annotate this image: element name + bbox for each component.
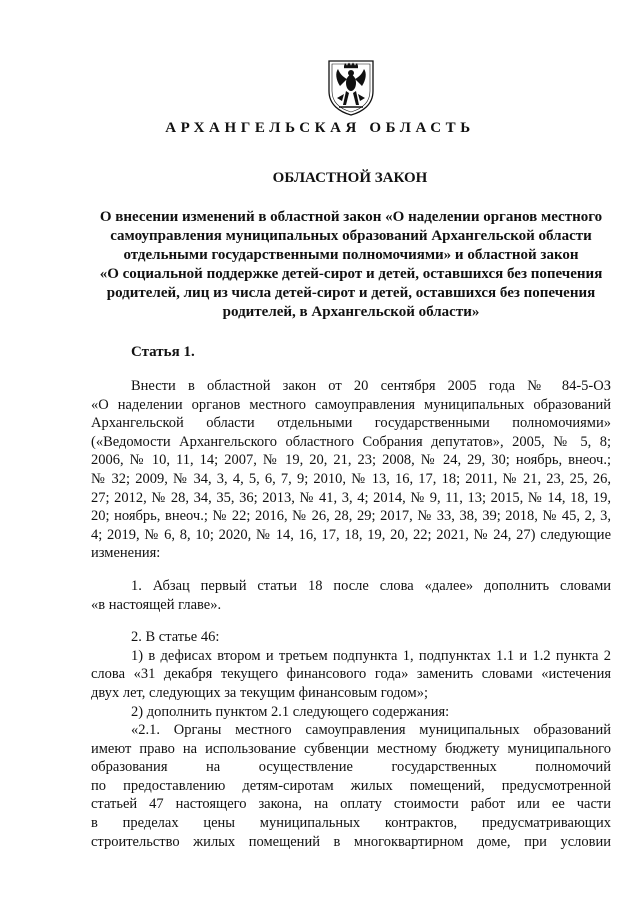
text-line: («Ведомости Архангельского областного Собрания депутатов», 2005, № 5, 8; (91, 433, 611, 450)
text-line: Архангельской области отдельными государственными полномочиями» (91, 415, 611, 432)
text-line: в пределах цены муниципальных контрактов, предусматривающих (91, 815, 611, 832)
text-line: 2. В статье 46: (131, 629, 220, 646)
paragraph-item-2-1 (91, 721, 611, 851)
title-line: родителей, в Архангельской области» (222, 304, 480, 320)
text-line: образования на осуществление государственных полномочий (91, 759, 611, 776)
text-line: Внести в областной закон от 20 сентября 2005 года № 84-5-ОЗ (131, 378, 611, 394)
article-heading: Статья 1. (131, 344, 195, 360)
text-line: двух лет, следующих за текущим финансовым годом»; (91, 684, 428, 701)
title-line: «О социальной поддержке детей-сирот и детей, оставшихся без попечения (99, 266, 603, 282)
text-line: имеют право на использование субвенции местному бюджету муниципального (91, 740, 611, 757)
text-line: 4; 2019, № 6, 8, 10; 2020, № 14, 16, 17, 18, 19, 20, 22; 2021, № 24, 27) следующие (91, 526, 611, 543)
title-line: О внесении изменений в областной закон «О наделении органов местного (99, 209, 603, 225)
text-line: слова «31 декабря текущего финансового года» заменить словами «истечения (91, 666, 611, 683)
text-line: по предоставлению детям-сиротам жилых помещений, предусмотренной (91, 777, 611, 794)
region-name: АРХАНГЕЛЬСКАЯ ОБЛАСТЬ (165, 120, 475, 136)
paragraph-amendment-intro (91, 377, 611, 563)
text-line: изменения: (91, 545, 161, 562)
title-line: родителей, лиц из числа детей-сирот и детей, оставшихся без попечения (106, 285, 596, 301)
text-line: 27; 2012, № 28, 34, 35, 36; 2013, № 41, 3, 4; 2014, № 9, 11, 13; 2015, № 14, 18, 19, (91, 489, 611, 506)
text-line: строительство жилых помещений в многоквартирном доме, при условии (91, 833, 611, 850)
coat-of-arms-icon (326, 58, 376, 116)
text-line: № 32; 2009, № 34, 3, 4, 5, 6, 7, 9; 2010, № 13, 16, 17, 18; 2011, № 21, 23, 25, 26, (91, 470, 611, 487)
law-title (86, 208, 616, 322)
text-line: 20; ноябрь, внеоч.; № 22; 2016, № 26, 28, 29; 2017, № 33, 38, 39; 2018, № 45, 2, 3, (91, 508, 611, 525)
text-line: 2) дополнить пунктом 2.1 следующего содержания: (131, 703, 450, 720)
text-line: «О наделении органов местного самоуправления муниципальных образований (91, 396, 611, 413)
paragraph-subitem-2 (91, 703, 611, 722)
text-line: «2.1. Органы местного самоуправления муниципальных образований (131, 722, 611, 739)
paragraph-item-2 (91, 628, 611, 647)
text-line: 1. Абзац первый статьи 18 после слова «далее» дополнить словами (131, 577, 611, 594)
title-line: самоуправления муниципальных образований Архангельской области (110, 228, 592, 244)
text-line: статьей 47 настоящего закона, на оплату стоимости работ или ее части (91, 796, 611, 813)
text-line: «в настоящей главе». (91, 596, 222, 613)
paragraph-subitem-1 (91, 647, 611, 703)
text-line: 1) в дефисах втором и третьем подпункта 1, подпунктах 1.1 и 1.2 пункта 2 (131, 647, 611, 664)
text-line: 2006, № 10, 11, 14; 2007, № 19, 20, 21, 23; 2008, № 24, 29, 30; ноябрь, внеоч.; (91, 452, 611, 469)
paragraph-item-1 (91, 577, 611, 614)
title-line: отдельными государственными полномочиями» и областной закон (123, 247, 579, 263)
document-type: ОБЛАСТНОЙ ЗАКОН (272, 170, 428, 186)
article-body (91, 377, 611, 851)
